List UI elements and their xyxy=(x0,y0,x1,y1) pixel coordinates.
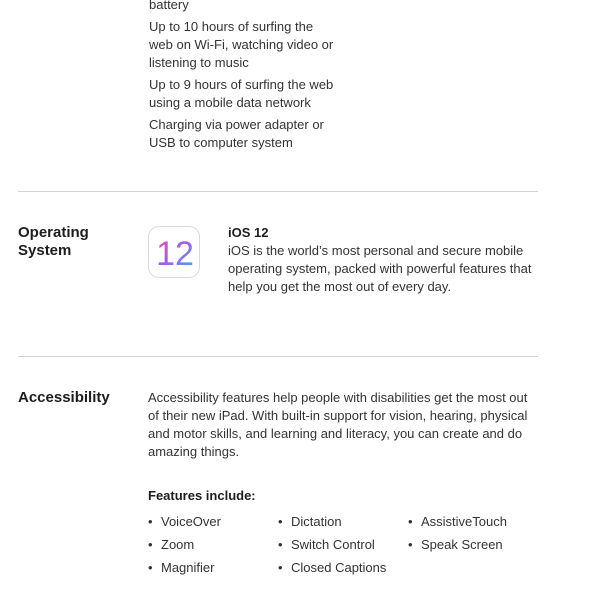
operating-system-title xyxy=(18,224,128,260)
feature-item: • Closed Captions xyxy=(278,556,386,579)
ios-description: iOS is the world’s most personal and secure mobile operating system, packed with powerful features that help you get the most out of every day. xyxy=(228,243,532,294)
feature-item: • Speak Screen xyxy=(408,533,507,556)
features-column-1 xyxy=(148,510,221,579)
battery-item: Up to 10 hours of surfing the web on Wi‑Fi, watching video or listening to music xyxy=(149,19,334,70)
ios-icon-label: 12 xyxy=(156,235,194,273)
battery-item: Charging via power adapter or USB to computer system xyxy=(149,117,324,150)
accessibility-description: Accessibility features help people with disabilities get the most out of their new iPad. With built‑in support for vision, hearing, physical and motor skills, and learning and literacy, you can create and do amazing things. xyxy=(148,390,528,459)
ios-description-block xyxy=(228,224,538,296)
feature-item: • VoiceOver xyxy=(148,510,221,533)
os-title-line-2: System xyxy=(18,242,72,259)
features-column-2 xyxy=(278,510,386,579)
feature-item: • Switch Control xyxy=(278,533,386,556)
feature-item: • Dictation xyxy=(278,510,386,533)
battery-spec-list xyxy=(149,0,349,156)
os-title-line-1: Operating xyxy=(18,224,89,241)
features-column-3 xyxy=(408,510,507,556)
ios-12-icon xyxy=(148,226,200,278)
feature-item: • Magnifier xyxy=(148,556,221,579)
section-divider xyxy=(18,191,538,192)
battery-item: battery xyxy=(149,0,189,12)
section-divider xyxy=(18,356,538,357)
accessibility-title: Accessibility xyxy=(18,389,110,406)
battery-item: Up to 9 hours of surfing the web using a mobile data network xyxy=(149,77,334,110)
features-heading: Features include: xyxy=(148,488,256,503)
ios-heading: iOS 12 xyxy=(228,225,269,240)
feature-item: • Zoom xyxy=(148,533,221,556)
feature-item: • AssistiveTouch xyxy=(408,510,507,533)
